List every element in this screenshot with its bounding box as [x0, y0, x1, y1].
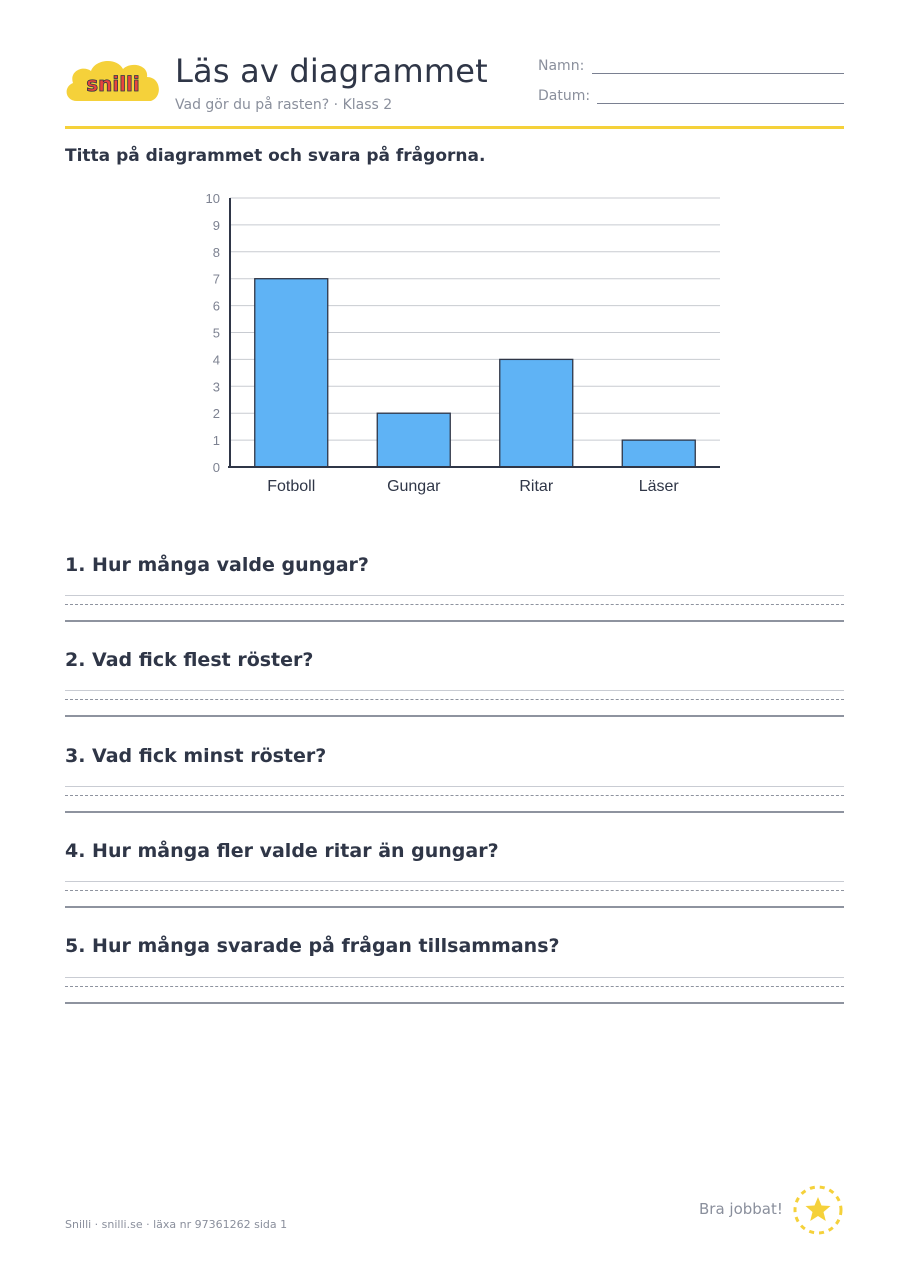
question-5: 5. Hur många svarade på frågan tillsammans?	[65, 935, 560, 957]
bar	[622, 440, 695, 467]
answer-lines-3[interactable]	[65, 786, 844, 816]
x-tick-label: Gungar	[387, 478, 441, 495]
y-tick-label: 2	[212, 406, 220, 422]
instruction-text: Titta på diagrammet och svara på frågorna.	[65, 146, 486, 166]
name-field[interactable]	[592, 73, 844, 74]
snilli-logo	[63, 57, 165, 109]
question-4: 4. Hur många fler valde ritar än gungar?	[65, 840, 499, 862]
answer-lines-5[interactable]	[65, 977, 844, 1007]
bar	[377, 413, 450, 467]
bar-chart	[190, 185, 730, 505]
star-icon	[792, 1184, 844, 1236]
question-2: 2. Vad fick flest röster?	[65, 649, 314, 671]
y-tick-label: 4	[212, 352, 220, 368]
date-field[interactable]	[597, 103, 844, 104]
y-tick-label: 5	[212, 325, 220, 341]
y-tick-label: 9	[212, 217, 220, 233]
x-tick-label: Fotboll	[267, 478, 316, 495]
question-1: 1. Hur många valde gungar?	[65, 554, 369, 576]
y-tick-label: 0	[212, 460, 220, 475]
y-tick-label: 6	[212, 298, 220, 314]
y-tick-label: 8	[212, 244, 220, 260]
logo-text: snilli	[86, 72, 140, 96]
answer-lines-4[interactable]	[65, 881, 844, 911]
page-title: Läs av diagrammet	[175, 52, 488, 90]
question-3: 3. Vad fick minst röster?	[65, 745, 327, 767]
x-tick-label: Läser	[638, 478, 679, 495]
name-label: Namn:	[538, 58, 585, 74]
header-divider	[65, 126, 844, 129]
y-tick-label: 3	[212, 379, 220, 395]
praise-text: Bra jobbat!	[699, 1200, 783, 1218]
bar	[500, 359, 573, 467]
y-tick-label: 1	[212, 433, 220, 449]
date-label: Datum:	[538, 88, 591, 104]
x-tick-label: Ritar	[519, 478, 554, 495]
answer-lines-1[interactable]	[65, 595, 844, 625]
page-subtitle: Vad gör du på rasten? · Klass 2	[175, 97, 393, 113]
footer-text: Snilli · snilli.se · läxa nr 97361262 sida 1	[65, 1218, 288, 1231]
y-tick-label: 10	[205, 191, 220, 206]
y-tick-label: 7	[212, 271, 220, 287]
answer-lines-2[interactable]	[65, 690, 844, 720]
bar	[255, 279, 328, 467]
